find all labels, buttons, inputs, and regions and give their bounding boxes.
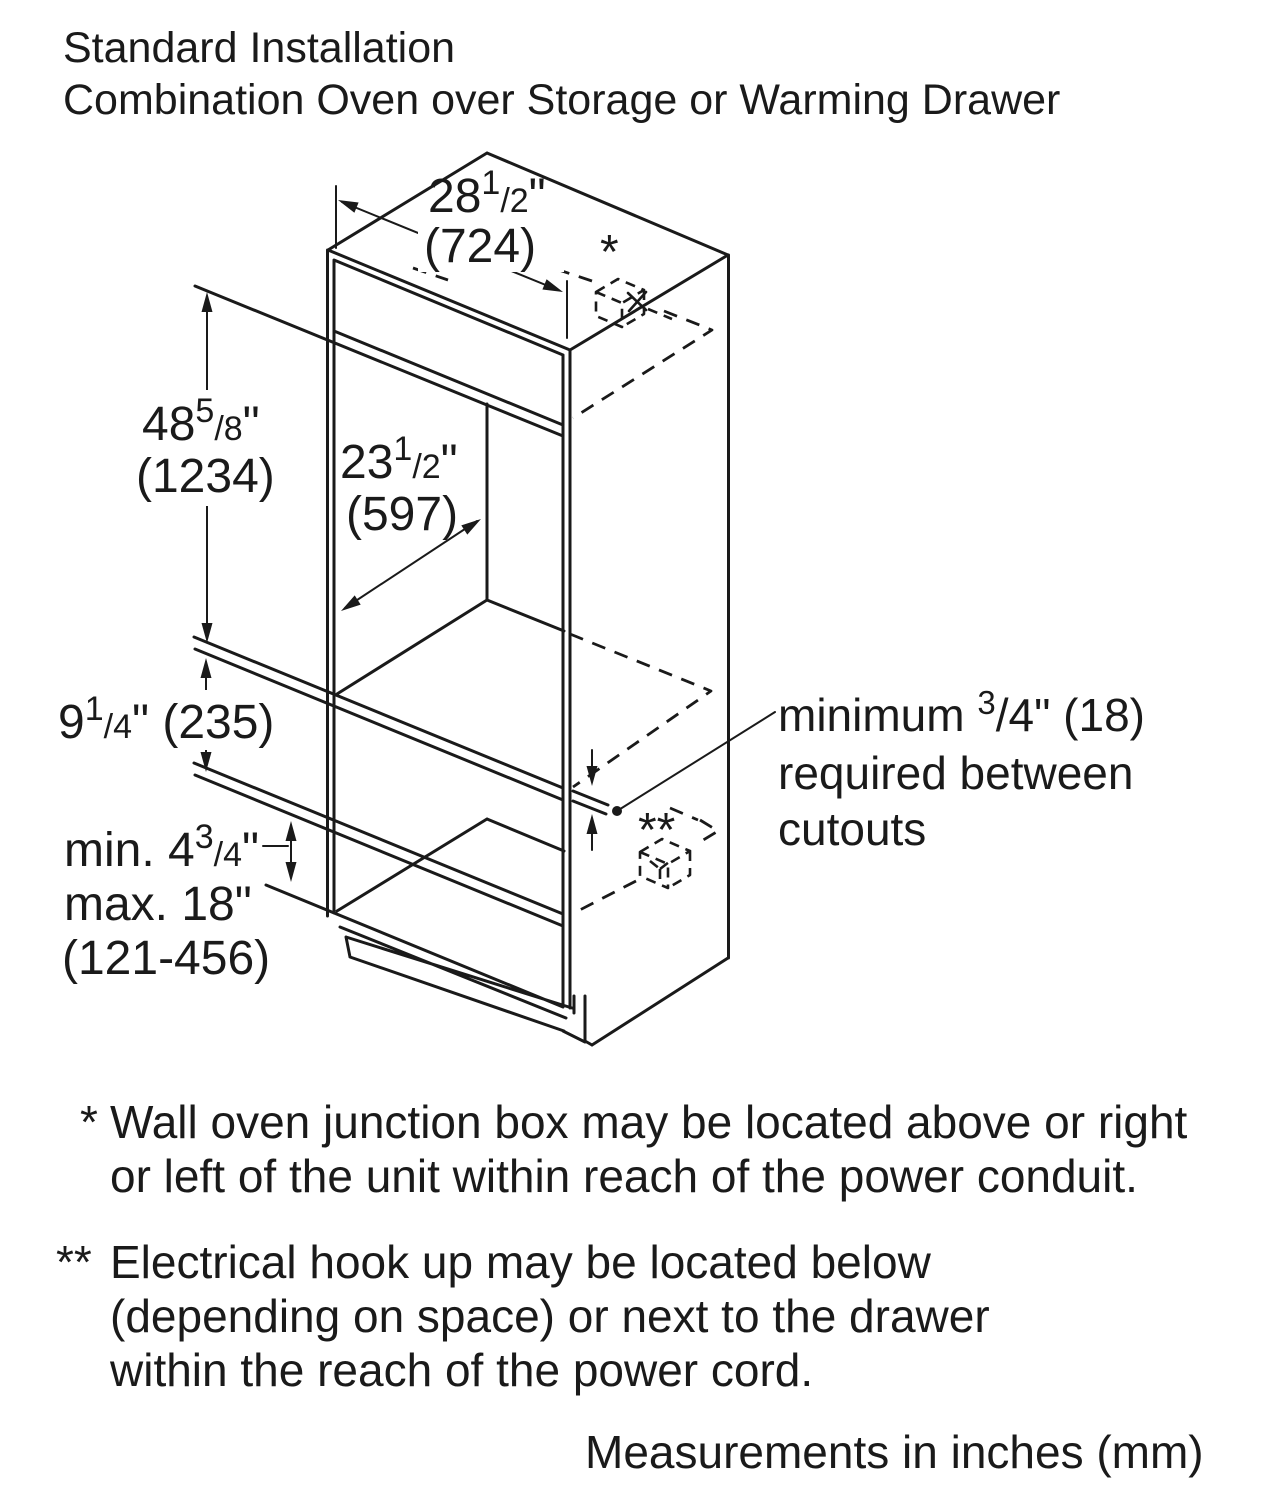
footnote2-line2: (depending on space) or next to the drawer xyxy=(110,1290,990,1342)
cabinet-outline xyxy=(194,153,729,1045)
gap-note-line3: cutouts xyxy=(778,803,927,855)
electrical-box-marker: ** xyxy=(638,804,676,857)
footnote2-line1: Electrical hook up may be located below xyxy=(110,1236,931,1288)
dim-width-top: $28^1_{/2}$" xyxy=(428,164,546,223)
page-title-line2: Combination Oven over Storage or Warming Drawer xyxy=(63,76,1061,124)
leader-dot xyxy=(612,806,622,816)
footnote1-line2: or left of the unit within reach of the power conduit. xyxy=(110,1150,1138,1202)
footnote1-marker: * xyxy=(80,1096,98,1148)
dim-drawer-min: min. $4^3_{/4}$" xyxy=(64,818,260,877)
dim-depth-mm: (597) xyxy=(346,488,459,541)
footnote2-line3: within the reach of the power cord. xyxy=(110,1344,814,1396)
dim-drawer-max: max. 18" xyxy=(64,878,252,931)
gap-note-line2: required between xyxy=(778,747,1134,799)
measurement-units-note: Measurements in inches (mm) xyxy=(585,1426,1204,1478)
footnote1-line1: Wall oven junction box may be located above or right xyxy=(110,1096,1188,1148)
dimension-arrowheads xyxy=(201,200,598,882)
junction-box-dashed-cube xyxy=(596,279,672,327)
footnote2-marker: ** xyxy=(56,1236,92,1288)
dim-depth: $23^1_{/2}$" xyxy=(340,430,458,489)
dim-height-total-mm: (1234) xyxy=(136,450,275,503)
dim-drawer-range-mm: (121-456) xyxy=(62,932,271,985)
dim-height-total: $48^5_{/8}$" xyxy=(142,392,260,451)
junction-box-marker: * xyxy=(600,226,619,279)
dimension-lines xyxy=(206,186,775,877)
page-title-line1: Standard Installation xyxy=(63,24,456,72)
dim-band: $9^1_{/4}$" (235) xyxy=(58,690,275,749)
dim-width-top-mm: (724) xyxy=(424,220,537,273)
gap-note-line1: minimum $^3$/4" (18) xyxy=(778,684,1145,741)
